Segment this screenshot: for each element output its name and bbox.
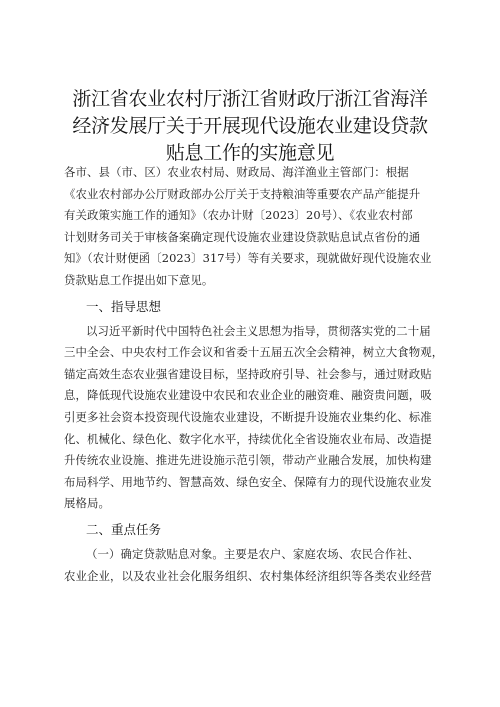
title-line: 经济发展厅关于开展现代设施农业建设贷款 bbox=[72, 115, 428, 137]
body-line: （一）确定贷款贴息对象。主要是农户、家庭农场、农民合作社、 bbox=[86, 546, 420, 561]
body-line: 三中全会、中央农村工作会议和省委十五届五次全会精神，树立大食物观， bbox=[64, 345, 444, 360]
section-heading-guiding-ideology: 一、指导思想 bbox=[86, 298, 162, 314]
body-line: 展格局。 bbox=[64, 496, 110, 511]
body-line: 知》（农计财便函〔2023〕317号）等有关要求，现就做好现代设施农业 bbox=[64, 251, 432, 266]
body-line: 锚定高效生态农业强省建设目标，坚持政府引导、社会参与，通过财政贴 bbox=[64, 366, 432, 381]
section2-paragraph bbox=[64, 544, 436, 587]
body-line: 计划财务司关于审核备案确定现代设施农业建设贷款贴息试点省份的通 bbox=[64, 229, 421, 244]
body-line: 以习近平新时代中国特色社会主义思想为指导，贯彻落实党的二十届 bbox=[86, 323, 431, 338]
title-line: 贴息工作的实施意见 bbox=[165, 142, 335, 164]
body-line: 各市、县（市、区）农业农村局、财政局、海洋渔业主管部门：根据 bbox=[64, 165, 409, 179]
body-line: 贷款贴息工作提出如下意见。 bbox=[64, 272, 214, 287]
body-line: 升传统农业设施、推进先进设施示范引领，带动产业融合发展，加快构建 bbox=[64, 453, 432, 468]
document-body bbox=[64, 162, 444, 587]
body-line: 化、机械化、绿色化、数字化水平，持续优化全省设施农业布局、改造提 bbox=[64, 431, 432, 446]
body-line: 《农业农村部办公厅财政部办公厅关于支持粮油等重要农产品产能提升 bbox=[64, 186, 421, 201]
document-title bbox=[60, 86, 440, 167]
body-line: 布局科学、用地节约、智慧高效、绿色安全、保障有力的现代设施农业发 bbox=[64, 474, 432, 489]
body-line: 引更多社会资本投资现代设施农业建设，不断提升设施农业集约化、标准 bbox=[64, 409, 432, 424]
body-line: 息，降低现代设施农业建设中农民和农业企业的融资难、融资贵问题，吸 bbox=[64, 388, 432, 403]
section1-paragraph bbox=[64, 321, 444, 515]
title-line: 浙江省农业农村厅浙江省财政厅浙江省海洋 bbox=[72, 88, 428, 110]
intro-paragraph bbox=[64, 162, 436, 292]
body-line: 有关政策实施工作的通知》（农办计财〔2023〕20号）、《农业农村部 bbox=[64, 208, 413, 223]
body-line: 农业企业，以及农业社会化服务组织、农村集体经济组织等各类农业经营 bbox=[64, 568, 432, 583]
section-heading-key-tasks: 二、重点任务 bbox=[86, 521, 162, 537]
